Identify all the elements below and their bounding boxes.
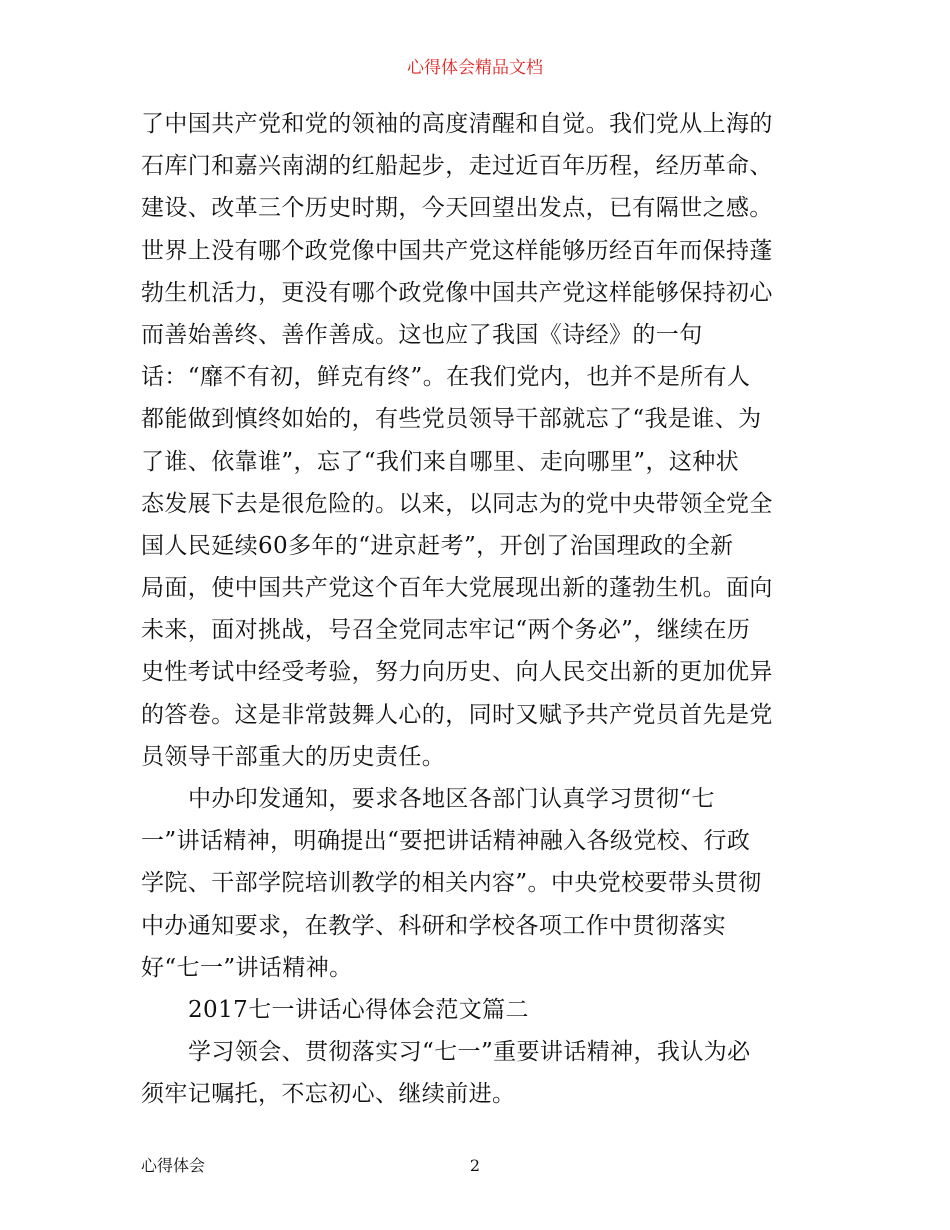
text-line: 2017七一讲话心得体会范文篇二 <box>188 996 529 1023</box>
text-line: 勃生机活力，更没有哪个政党像中国共产党这样能够保持初心 <box>141 279 773 306</box>
text-line: 中办印发通知，要求各地区各部门认真学习贯彻“七 <box>188 786 715 812</box>
footer-label: 心得体会 <box>141 1156 206 1175</box>
document-body <box>141 103 813 1116</box>
document-header-title: 心得体会精品文档 <box>407 58 543 78</box>
text-line: 了谁、依靠谁”，忘了“我们来自哪里、走向哪里”，这种状 <box>141 448 740 475</box>
text-line: 好“七一”讲话精神。 <box>141 954 353 981</box>
text-line: 的答卷。这是非常鼓舞人心的，同时又赋予共产党员首先是党 <box>141 701 773 728</box>
text-line: 话：“靡不有初，鲜克有终”。在我们党内，也并不是所有人 <box>141 364 751 391</box>
text-line: 须牢记嘱托，不忘初心、继续前进。 <box>141 1081 516 1108</box>
text-line: 史性考试中经受考验，努力向历史、向人民交出新的更加优异 <box>141 659 773 686</box>
text-line: 了中国共产党和党的领袖的高度清醒和自觉。我们党从上海的 <box>141 111 773 137</box>
text-line: 国人民延续60多年的“进京赶考”，开创了治国理政的全新 <box>141 532 734 559</box>
text-line: 中办通知要求，在教学、科研和学校各项工作中贯彻落实 <box>141 912 726 939</box>
text-line: 一”讲话精神，明确提出“要把讲话精神融入各级党校、行政 <box>141 828 751 855</box>
text-line: 都能做到慎终如始的，有些党员领导干部就忘了“我是谁、为 <box>141 406 762 433</box>
text-line: 员领导干部重大的历史责任。 <box>141 743 446 770</box>
text-line: 石库门和嘉兴南湖的红船起步，走过近百年历程，经历革命、 <box>141 153 773 180</box>
text-line: 学院、干部学院培训教学的相关内容”。中央党校要带头贯彻 <box>141 870 762 897</box>
text-line: 局面，使中国共产党这个百年大党展现出新的蓬勃生机。面向 <box>141 575 773 602</box>
text-line: 而善始善终、善作善成。这也应了我国《诗经》的一句 <box>141 321 703 348</box>
page-number: 2 <box>469 1156 481 1175</box>
text-line: 未来，面对挑战，号召全党同志牢记“两个务必”，继续在历 <box>141 617 751 644</box>
text-line: 学习领会、贯彻落实习“七一”重要讲话精神，我认为必 <box>188 1039 751 1066</box>
text-line: 建设、改革三个历史时期，今天回望出发点，已有隔世之感。 <box>141 195 773 222</box>
text-line: 态发展下去是很危险的。以来，以同志为的党中央带领全党全 <box>141 490 773 517</box>
text-line: 世界上没有哪个政党像中国共产党这样能够历经百年而保持蓬 <box>141 237 773 264</box>
